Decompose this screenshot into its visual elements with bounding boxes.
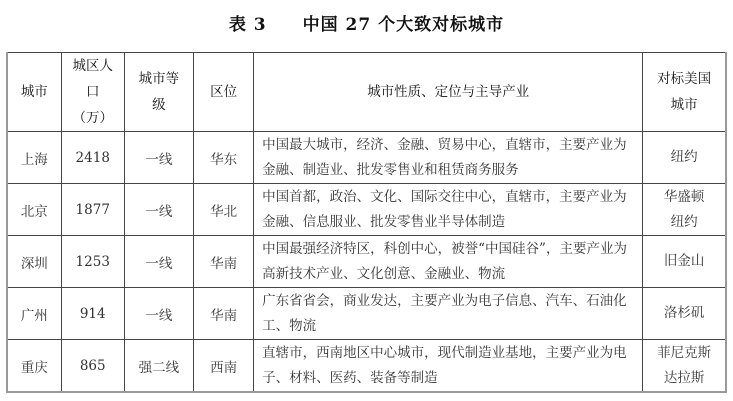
table-row	[7, 132, 726, 184]
table-row	[7, 340, 726, 393]
cell-us-city	[643, 340, 726, 393]
cell-nature: 中国最强经济特区，科创中心，被誉“中国硅谷”，主要产业为高新技术产业、文化创意、金融业、物流	[254, 236, 643, 288]
table-row	[7, 236, 726, 288]
header-population-line3: （万）	[72, 110, 113, 126]
header-us-city-line1: 对标美国	[657, 71, 712, 87]
cell-population: 1877	[61, 184, 124, 236]
header-population-line1: 城区人	[72, 58, 113, 74]
cell-us-city	[643, 236, 726, 288]
cell-region: 西南	[194, 340, 254, 393]
header-nature	[254, 53, 643, 132]
cell-us-city	[643, 288, 726, 340]
table-row	[7, 288, 726, 340]
us-city-name: 达拉斯	[663, 369, 705, 386]
cell-tier: 强二线	[124, 340, 193, 393]
header-region	[194, 53, 254, 132]
header-region-text: 区位	[210, 84, 238, 100]
cell-nature: 中国首都，政治、文化、国际交往中心，直辖市，主要产业为金融、信息服业、批发零售业半导体制造	[254, 184, 643, 236]
header-tier	[124, 53, 193, 132]
cell-tier: 一线	[124, 184, 193, 236]
cell-region: 华南	[194, 236, 254, 288]
benchmark-cities-table	[6, 52, 727, 393]
header-nature-text: 城市性质、定位与主导产业	[367, 84, 530, 100]
cell-city: 广州	[7, 288, 61, 340]
cell-tier: 一线	[124, 132, 193, 184]
table-row	[7, 184, 726, 236]
header-tier-line1: 城市等	[138, 71, 180, 87]
us-city-name: 菲尼克斯	[657, 344, 712, 361]
us-city-name: 纽约	[670, 213, 698, 230]
cell-population: 865	[61, 340, 124, 393]
header-tier-line2: 级	[152, 97, 166, 113]
header-row	[7, 53, 726, 132]
cell-population: 914	[61, 288, 124, 340]
header-population-line2: 口	[85, 84, 100, 100]
table-title	[0, 10, 733, 35]
header-city-text: 城市	[20, 84, 48, 100]
cell-region: 华北	[194, 184, 254, 236]
table-number: 表 3	[228, 15, 267, 35]
cell-us-city	[643, 184, 726, 236]
header-us-city-line2: 城市	[670, 97, 698, 113]
cell-city: 重庆	[7, 340, 61, 393]
cell-nature: 中国最大城市，经济、金融、贸易中心，直辖市，主要产业为金融、制造业、批发零售业和租赁商务服务	[254, 132, 643, 184]
cell-nature: 直辖市，西南地区中心城市，现代制造业基地，主要产业为电子、材料、医药、装备等制造	[254, 340, 643, 393]
cell-population: 2418	[61, 132, 124, 184]
us-city-name: 华盛顿	[663, 188, 705, 205]
cell-population: 1253	[61, 236, 124, 288]
cell-nature: 广东省省会，商业发达，主要产业为电子信息、汽车、石油化工、物流	[254, 288, 643, 340]
cell-tier: 一线	[124, 288, 193, 340]
header-city	[7, 53, 61, 132]
cell-city: 北京	[7, 184, 61, 236]
us-city-name: 纽约	[670, 149, 698, 165]
us-city-name: 洛杉矶	[663, 305, 705, 321]
cell-tier: 一线	[124, 236, 193, 288]
cell-city: 上海	[7, 132, 61, 184]
header-population	[61, 53, 124, 132]
us-city-name: 旧金山	[663, 253, 705, 269]
cell-region: 华南	[194, 288, 254, 340]
cell-city: 深圳	[7, 236, 61, 288]
cell-us-city	[643, 132, 726, 184]
header-us-city	[643, 53, 726, 132]
table-caption: 中国 27 个大致对标城市	[302, 15, 505, 35]
cell-region: 华东	[194, 132, 254, 184]
